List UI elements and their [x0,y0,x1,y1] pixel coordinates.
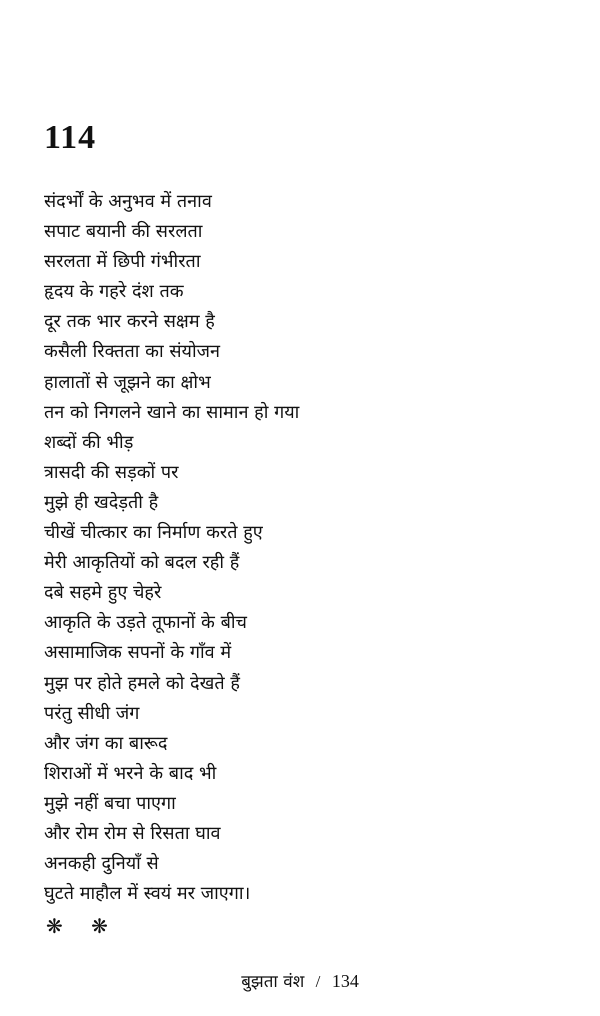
footer-page-number: 134 [331,971,359,991]
poem-line: चीखें चीत्कार का निर्माण करते हुए [44,522,263,544]
poem-line: दूर तक भार करने सक्षम है [44,311,215,333]
poem-line: मेरी आकृतियों को बदल रही हैं [44,552,240,574]
poem-line: कसैली रिक्तता का संयोजन [44,341,220,363]
poem-body [44,187,564,909]
poem-number: 114 [44,119,97,156]
poem-line: आकृति के उड़ते तूफानों के बीच [44,612,247,634]
poem-line: दबे सहमे हुए चेहरे [44,582,162,604]
poem-line: संदर्भों के अनुभव में तनाव [44,191,212,212]
poem-line: घुटते माहौल में स्वयं मर जाएगा। [44,883,251,905]
poem-line: हृदय के गहरे दंश तक [44,281,184,303]
poem-line: तन को निगलने खाने का सामान हो गया [44,401,300,423]
page-footer [0,968,600,995]
poem-line: और जंग का बारूद [44,732,168,754]
poem-line: सपाट बयानी की सरलता [44,221,203,243]
poem-line: अनकही दुनियाँ से [44,853,159,875]
poem-line: परंतु सीधी जंग [44,702,140,724]
flower-ornament-icon: ❋ [46,914,63,938]
poem-line: असामाजिक सपनों के गाँव में [44,642,232,664]
book-title: बुझता वंश [241,972,305,992]
poem-line: त्रासदी की सड़कों पर [44,461,179,483]
poem-line: मुझे ही खदेड़ती है [44,491,159,513]
poem-line: मुझे नहीं बचा पाएगा [44,792,176,814]
flower-ornament-icon: ❋ [91,914,108,938]
poem-line: मुझ पर होते हमले को देखते हैं [44,672,240,694]
poem-line: हालातों से जूझने का क्षोभ [44,371,211,393]
footer-separator: / [315,972,321,991]
poem-line: शब्दों की भीड़ [44,431,134,453]
poem-line: शिराओं में भरने के बाद भी [44,762,217,784]
section-ornaments [46,912,130,940]
poem-line: और रोम रोम से रिसता घाव [44,822,221,844]
poem-line: सरलता में छिपी गंभीरता [44,251,201,273]
